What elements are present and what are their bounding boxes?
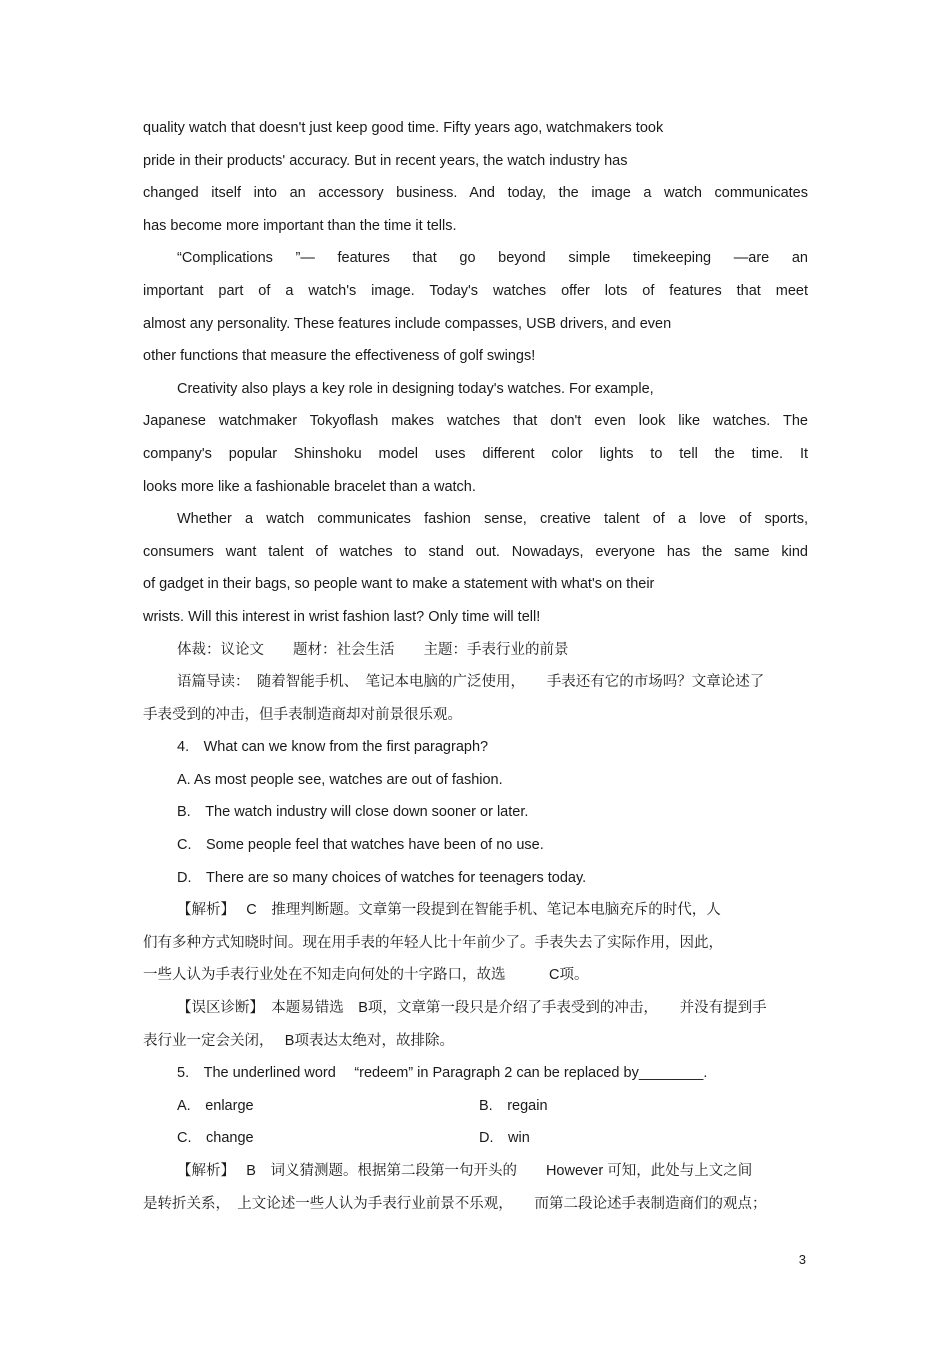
- text-line: 手表受到的冲击，但手表制造商却对前景很乐观。: [143, 706, 462, 723]
- text-line: 一些人认为手表行业处在不知走向何处的十字路口，故选 C项。: [143, 967, 589, 984]
- text-line: D. There are so many choices of watches for teenagers today.: [177, 869, 587, 886]
- text-line: looks more like a fashionable bracelet than a watch.: [143, 478, 476, 495]
- text-line: 4. What can we know from the first paragraph?: [177, 739, 489, 756]
- text-line: has become more important than the time it tells.: [143, 217, 457, 234]
- text-line: A. As most people see, watches are out of fashion.: [177, 771, 503, 788]
- text-line: Whether a watch communicates fashion sense, creative talent of a love of sports,: [177, 511, 808, 528]
- text-line: 表行业一定会关闭， B项表达太绝对，故排除。: [143, 1032, 454, 1049]
- text-line: 体裁：议论文 题材：社会生活 主题：手表行业的前景: [177, 641, 569, 658]
- text-line: important part of a watch's image. Today's watches offer lots of features that meet: [143, 282, 808, 299]
- text-line: of gadget in their bags, so people want to make a statement with what's on their: [143, 576, 655, 593]
- text-line: 是转折关系， 上文论述一些人认为手表行业前景不乐观， 而第二段论述手表制造商们的观点；: [143, 1195, 767, 1212]
- text-line: Creativity also plays a key role in designing today's watches. For example,: [177, 380, 654, 397]
- text-line: company's popular Shinshoku model uses different color lights to tell the time. It: [143, 445, 808, 462]
- text-line: “Complications ”— features that go beyond simple timekeeping —are an: [177, 250, 808, 267]
- text-line: 语篇导读： 随着智能手机、 笔记本电脑的广泛使用， 手表还有它的市场吗？文章论述了: [177, 674, 765, 691]
- text-line: 5. The underlined word “redeem” in Paragraph 2 can be replaced by________.: [177, 1065, 708, 1082]
- text-line: 【解析】 C 推理判断题。文章第一段提到在智能手机、笔记本电脑充斥的时代，人: [177, 902, 721, 919]
- text-line: changed itself into an accessory business. And today, the image a watch communicates: [143, 185, 808, 202]
- text-lines: [143, 116, 808, 1094]
- document-body: [143, 116, 808, 1224]
- option-right: B. regain: [479, 1097, 548, 1114]
- text-line: consumers want talent of watches to stand out. Nowadays, everyone has the same kind: [143, 543, 808, 560]
- analysis-lines: [143, 1159, 808, 1224]
- text-line: C. Some people feel that watches have been of no use.: [177, 837, 544, 854]
- text-line: quality watch that doesn't just keep good time. Fifty years ago, watchmakers took: [143, 120, 664, 136]
- text-line: pride in their products' accuracy. But in recent years, the watch industry has: [143, 152, 628, 169]
- option-row: [143, 1094, 808, 1127]
- option-right: D. win: [479, 1130, 530, 1147]
- text-line: Japanese watchmaker Tokyoflash makes watches that don't even look like watches. The: [143, 413, 808, 430]
- text-line: wrists. Will this interest in wrist fashion last? Only time will tell!: [143, 608, 541, 625]
- text-line: 们有多种方式知晓时间。现在用手表的年轻人比十年前少了。手表失去了实际作用，因此，: [143, 934, 723, 951]
- text-line: almost any personality. These features include compasses, USB drivers, and even: [143, 315, 672, 332]
- option-left: A. enlarge: [177, 1097, 254, 1114]
- answer-options: [143, 1094, 808, 1159]
- page-number: 3: [798, 1252, 806, 1267]
- text-line: 【解析】 B 词义猜测题。根据第二段第一句开头的 However 可知，此处与上文之间: [177, 1163, 753, 1179]
- text-line: B. The watch industry will close down sooner or later.: [177, 804, 529, 821]
- text-line: other functions that measure the effectiveness of golf swings!: [143, 348, 536, 365]
- text-line: 【误区诊断】 本题易错选 B项，文章第一段只是介绍了手表受到的冲击， 并没有提到手: [177, 1000, 767, 1017]
- option-row: [143, 1126, 808, 1159]
- option-left: C. change: [177, 1130, 254, 1147]
